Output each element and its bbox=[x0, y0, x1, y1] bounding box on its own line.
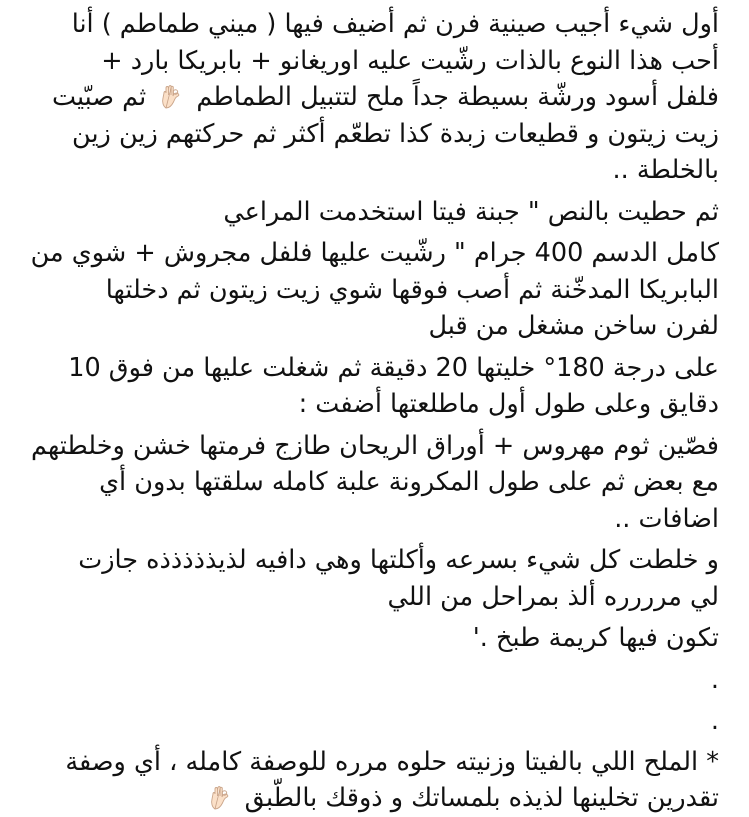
text-line: و خلطت كل شيء بسرعه وأكلتها وهي دافيه لذيذذذذذه جازت bbox=[78, 545, 719, 575]
text-line: * الملح اللي بالفيتا وزنيته حلوه مرره للوصفة كامله ، أي وصفة bbox=[65, 746, 719, 777]
text-line: فصّين ثوم مهروس + أوراق الريحان طازج فرمتها خشن وخلطتهم bbox=[30, 430, 719, 461]
text-line: لفرن ساخن مشغل من قبل bbox=[428, 311, 719, 341]
text-line bbox=[20, 79, 719, 116]
paragraph-6 bbox=[20, 542, 719, 615]
text-line: ثم حطيت بالنص " جبنة فيتا استخدمت المراعي bbox=[223, 196, 719, 227]
text-line: تكون فيها كريمة طبخ .' bbox=[472, 623, 719, 653]
text-line: بالخلطة .. bbox=[612, 155, 719, 185]
text-line bbox=[20, 780, 719, 817]
paragraph-5 bbox=[20, 428, 719, 538]
paragraph-4 bbox=[20, 350, 719, 423]
paragraph-9 bbox=[20, 703, 719, 739]
text-segment: تقدرين تخلينها لذيذه بلمساتك و ذوقك بالطّبق bbox=[244, 783, 719, 813]
text-line: كامل الدسم 400 جرام " رشّيت عليها فلفل مجروش + شوي من bbox=[30, 238, 719, 268]
paragraph-10 bbox=[20, 744, 719, 817]
text-line: أحب هذا النوع بالذات رشّيت عليه اوريغانو + بابريكا بارد + bbox=[101, 45, 719, 76]
paragraph-3 bbox=[20, 235, 719, 345]
text-line: على درجة 180° خليتها 20 دقيقة ثم شغلت عليها من فوق 10 bbox=[68, 352, 719, 383]
dot-separator: . bbox=[710, 705, 719, 736]
text-line: البابريكا المدخّنة ثم أصب فوقها شوي زيت زيتون ثم دخلتها bbox=[105, 274, 719, 305]
text-segment: ثم صبّيت bbox=[51, 82, 147, 112]
paragraph-2 bbox=[20, 194, 719, 231]
ok-hand-emoji-icon bbox=[160, 84, 182, 110]
paragraph-1 bbox=[20, 6, 719, 189]
text-line: زيت زيتون و قطيعات زبدة كذا تطعّم أكثر ثم حركتهم زين زين bbox=[72, 118, 719, 149]
text-segment: فلفل أسود ورشّة بسيطة جداً ملح لتتبيل الطماطم bbox=[196, 82, 719, 112]
text-line: مع بعض ثم على طول المكرونة علبة كامله سلقتها بدون أي bbox=[99, 467, 719, 497]
paragraph-8 bbox=[20, 662, 719, 698]
ok-hand-emoji-icon bbox=[209, 785, 231, 811]
text-line: أول شيء أجيب صينية فرن ثم أضيف فيها ( ميني طماطم ) أنا bbox=[71, 9, 719, 39]
dot-separator: . bbox=[710, 664, 719, 695]
text-line: اضافات .. bbox=[614, 503, 719, 534]
text-line: لي مرررره ألذ بمراحل من اللي bbox=[387, 581, 719, 612]
text-line: دقايق وعلى طول أول ماطلعتها أضفت : bbox=[298, 389, 719, 419]
paragraph-7 bbox=[20, 620, 719, 657]
